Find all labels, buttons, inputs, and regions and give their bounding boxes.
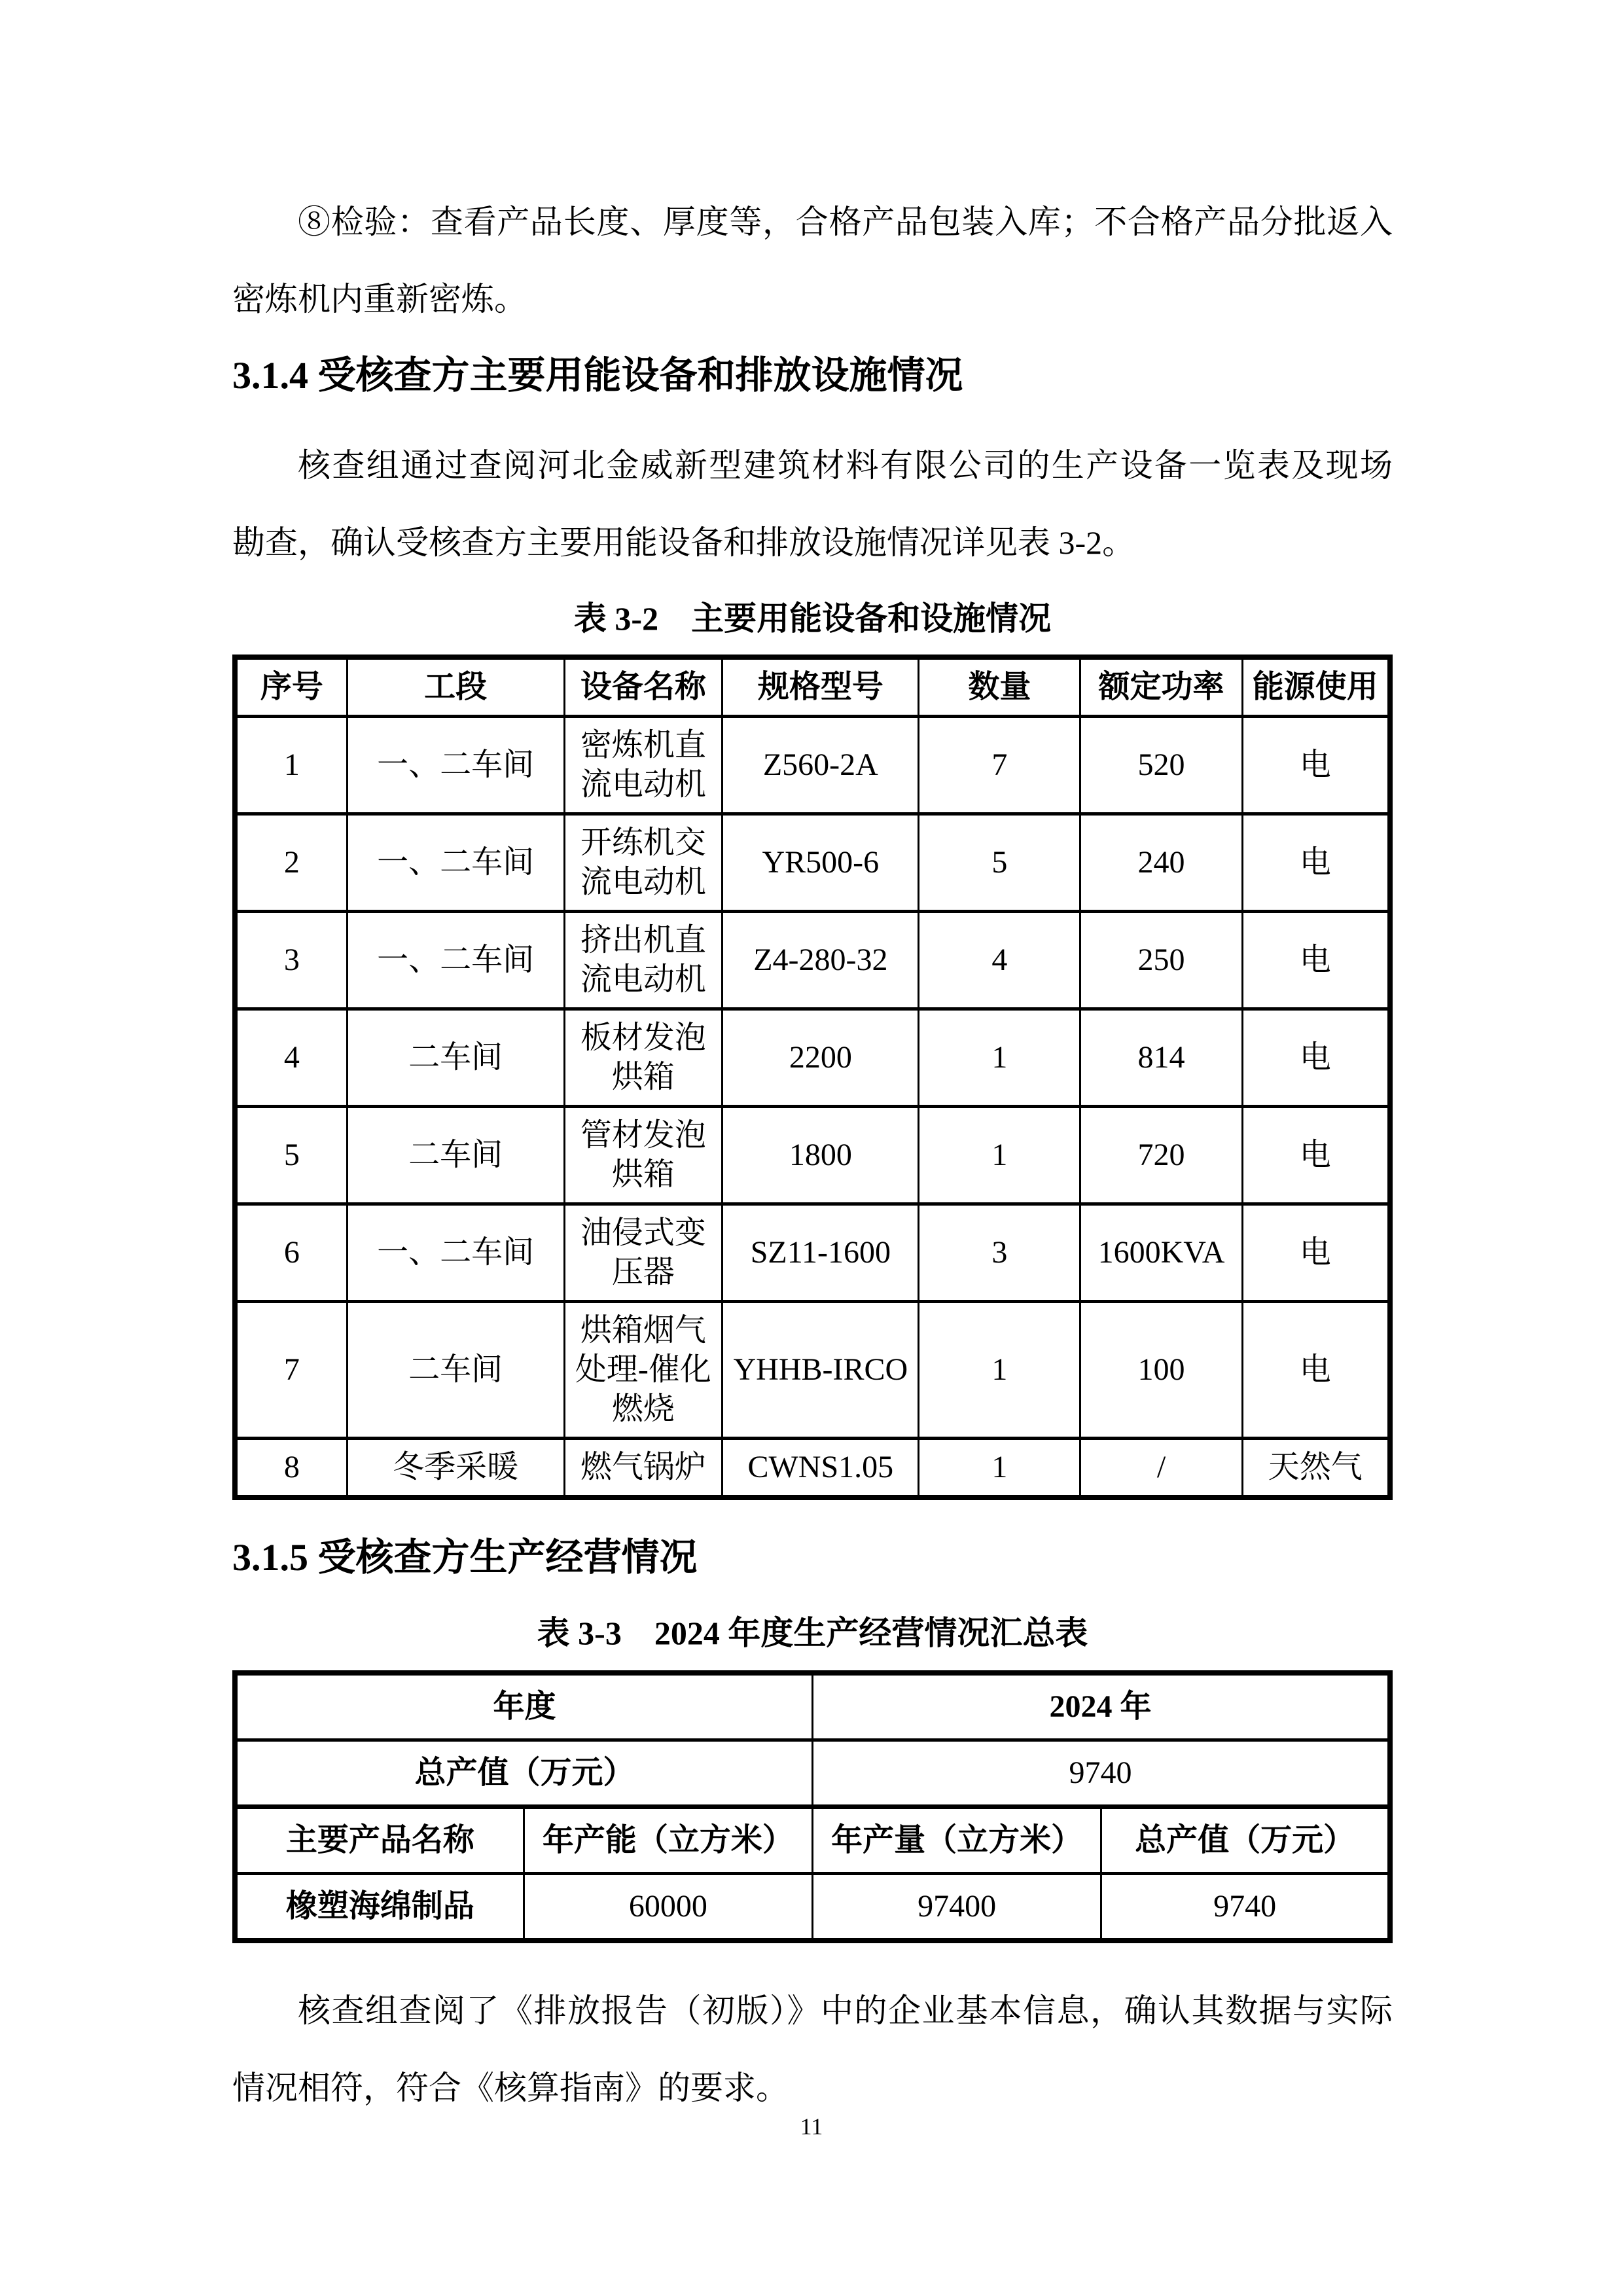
- table-cell: 97400: [813, 1874, 1101, 1941]
- table-cell: 一、二车间: [347, 814, 564, 912]
- table-cell: 燃气锅炉: [564, 1439, 722, 1498]
- table-cell: 密炼机直流电动机: [564, 717, 722, 814]
- table-cell: Z4-280-32: [722, 912, 919, 1009]
- table-cell: 电: [1242, 717, 1390, 814]
- table-3-2-caption: 表 3-2 主要用能设备和设施情况: [573, 600, 1052, 637]
- table-cell: 8: [235, 1439, 347, 1498]
- table-cell: 烘箱烟气处理-催化燃烧: [564, 1302, 722, 1439]
- paragraph-equipment-intro: [232, 427, 1393, 581]
- table-cell: 1: [919, 1107, 1080, 1204]
- text-line: 核查组通过查阅河北金威新型建筑材料有限公司的生产设备一览表及现场: [298, 447, 1393, 484]
- table-row: [235, 1009, 1390, 1107]
- text-line: 密炼机内重新密炼。: [232, 281, 527, 317]
- text-line: 勘查，确认受核查方主要用能设备和排放设施情况详见表 3-2。: [232, 524, 1135, 561]
- table-row: [235, 1204, 1390, 1302]
- table-cell: 橡塑海绵制品: [235, 1874, 524, 1941]
- table-cell: 2024 年: [813, 1673, 1391, 1740]
- table-3-2: [232, 655, 1393, 1500]
- table-cell: 1: [919, 1302, 1080, 1439]
- table-row: [235, 1673, 1390, 1740]
- column-header: 额定功率: [1080, 657, 1242, 717]
- table-cell: 二车间: [347, 1009, 564, 1107]
- table-cell: 1800: [722, 1107, 919, 1204]
- table-cell: 管材发泡烘箱: [564, 1107, 722, 1204]
- table-cell: 60000: [524, 1874, 812, 1941]
- table-3-3-caption: 表 3-3 2024 年度生产经营情况汇总表: [537, 1615, 1088, 1651]
- table-cell: 电: [1242, 1009, 1390, 1107]
- table-cell: 板材发泡烘箱: [564, 1009, 722, 1107]
- table-row: [235, 1107, 1390, 1204]
- table-cell: 4: [235, 1009, 347, 1107]
- table-cell: 6: [235, 1204, 347, 1302]
- table-row: [235, 1874, 1390, 1941]
- table-cell: 250: [1080, 912, 1242, 1009]
- table-cell: 1: [919, 1439, 1080, 1498]
- text-line: ⑧检验：查看产品长度、厚度等，合格产品包装入库；不合格产品分批返入: [298, 204, 1393, 240]
- table-cell: 天然气: [1242, 1439, 1390, 1498]
- column-header: 总产值（万元）: [1101, 1807, 1390, 1874]
- table-cell: 总产值（万元）: [235, 1740, 813, 1807]
- column-header: 工段: [347, 657, 564, 717]
- table-cell: 240: [1080, 814, 1242, 912]
- table-cell: 1: [919, 1009, 1080, 1107]
- table-cell: 7: [235, 1302, 347, 1439]
- column-header: 能源使用: [1242, 657, 1390, 717]
- column-header: 年产量（立方米）: [813, 1807, 1101, 1874]
- page-content: [0, 183, 1623, 2126]
- column-header: 主要产品名称: [235, 1807, 524, 1874]
- table-cell: 5: [235, 1107, 347, 1204]
- paragraph-inspection: [232, 183, 1393, 338]
- table-cell: YHHB-IRCO: [722, 1302, 919, 1439]
- table-cell: 二车间: [347, 1302, 564, 1439]
- table-cell: 720: [1080, 1107, 1242, 1204]
- table-cell: 电: [1242, 912, 1390, 1009]
- table-cell: 油侵式变压器: [564, 1204, 722, 1302]
- table-cell: 9740: [813, 1740, 1391, 1807]
- table-cell: YR500-6: [722, 814, 919, 912]
- table-cell: 3: [235, 912, 347, 1009]
- table-cell: 一、二车间: [347, 717, 564, 814]
- table-cell: 电: [1242, 1302, 1390, 1439]
- table-cell: 冬季采暖: [347, 1439, 564, 1498]
- table-row: [235, 1439, 1390, 1498]
- table-cell: 100: [1080, 1302, 1242, 1439]
- table-cell: 一、二车间: [347, 912, 564, 1009]
- column-header: 规格型号: [722, 657, 919, 717]
- page-number: 11: [800, 2113, 823, 2140]
- table-cell: 电: [1242, 1107, 1390, 1204]
- table-cell: 520: [1080, 717, 1242, 814]
- column-header: 年产能（立方米）: [524, 1807, 812, 1874]
- table-row: [235, 814, 1390, 912]
- table-cell: 5: [919, 814, 1080, 912]
- heading-3-1-5: 3.1.5 受核查方生产经营情况: [232, 1536, 698, 1579]
- header-row: [235, 657, 1390, 717]
- table-cell: CWNS1.05: [722, 1439, 919, 1498]
- table-cell: 1600KVA: [1080, 1204, 1242, 1302]
- text-line: 核查组查阅了《排放报告（初版）》中的企业基本信息，确认其数据与实际: [298, 1992, 1393, 2029]
- table-cell: 电: [1242, 814, 1390, 912]
- table-cell: /: [1080, 1439, 1242, 1498]
- table-row: [235, 1740, 1390, 1807]
- table-cell: 3: [919, 1204, 1080, 1302]
- table-cell: 挤出机直流电动机: [564, 912, 722, 1009]
- table-row: [235, 717, 1390, 814]
- table-cell: 二车间: [347, 1107, 564, 1204]
- table-cell: 4: [919, 912, 1080, 1009]
- text-line: 情况相符，符合《核算指南》的要求。: [232, 2070, 789, 2106]
- table-cell: 2200: [722, 1009, 919, 1107]
- table-cell: 1: [235, 717, 347, 814]
- table-cell: 年度: [235, 1673, 813, 1740]
- table-cell: 9740: [1101, 1874, 1390, 1941]
- table-cell: 开练机交流电动机: [564, 814, 722, 912]
- table-row: [235, 912, 1390, 1009]
- table-cell: 2: [235, 814, 347, 912]
- table-3-3: [232, 1670, 1393, 1943]
- table-cell: 一、二车间: [347, 1204, 564, 1302]
- header-row: [235, 1807, 1390, 1874]
- table-cell: 电: [1242, 1204, 1390, 1302]
- column-header: 设备名称: [564, 657, 722, 717]
- column-header: 数量: [919, 657, 1080, 717]
- paragraph-closing: [232, 1972, 1393, 2126]
- table-cell: 7: [919, 717, 1080, 814]
- table-cell: Z560-2A: [722, 717, 919, 814]
- table-row: [235, 1302, 1390, 1439]
- table-cell: 814: [1080, 1009, 1242, 1107]
- heading-3-1-4: 3.1.4 受核查方主要用能设备和排放设施情况: [232, 354, 963, 397]
- table-cell: SZ11-1600: [722, 1204, 919, 1302]
- column-header: 序号: [235, 657, 347, 717]
